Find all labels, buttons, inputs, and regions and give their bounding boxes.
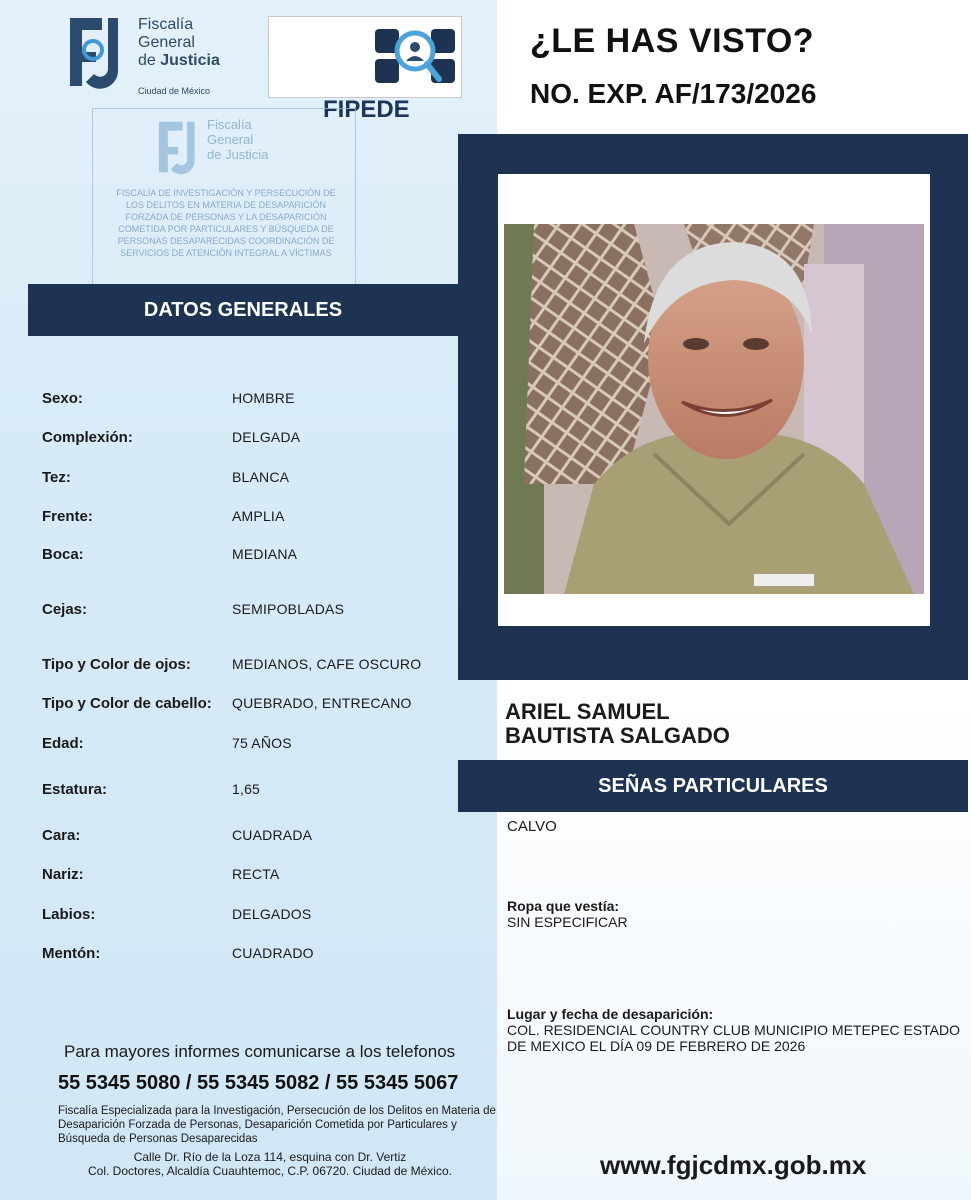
logo-line-2: General xyxy=(138,34,195,51)
file-number: NO. EXP. AF/173/2026 xyxy=(530,78,817,109)
value-boca: MEDIANA xyxy=(232,546,298,562)
phone-numbers: 55 5345 5080 / 55 5345 5082 / 55 5345 5067 xyxy=(58,1072,459,1094)
label-cara: Cara: xyxy=(42,827,81,844)
value-edad: 75 AÑOS xyxy=(232,735,292,751)
fgj-logo xyxy=(62,12,262,98)
fipede-logo-box xyxy=(268,16,462,98)
label-tez: Tez: xyxy=(42,469,71,486)
value-frente: AMPLIA xyxy=(232,508,285,524)
value-estatura: 1,65 xyxy=(232,781,261,797)
person-name-line-2: BAUTISTA SALGADO xyxy=(505,723,730,748)
value-tez: BLANCA xyxy=(232,469,290,485)
person-name-line-1: ARIEL SAMUEL xyxy=(505,699,670,724)
contact-title: Para mayores informes comunicarse a los telefonos xyxy=(64,1042,456,1061)
label-cabello: Tipo y Color de cabello: xyxy=(42,695,212,712)
distinguishing-marks-value: CALVO xyxy=(507,818,557,835)
label-nariz: Nariz: xyxy=(42,866,84,883)
agency-full-name: Fiscalía Especializada para la Investigación, Persecución de los Delitos en Materia de Desaparición Forzada de Personas, Desaparición Cometida por Particulares y Búsqueda de Personas Desaparecidas xyxy=(58,1105,496,1145)
label-complexion: Complexión: xyxy=(42,429,133,446)
label-cejas: Cejas: xyxy=(42,601,88,618)
logo-line-1: Fiscalía xyxy=(138,16,194,33)
value-complexion: DELGADA xyxy=(232,429,301,445)
clothing-label: Ropa que vestía: xyxy=(507,898,620,914)
stamp-emblem-icon xyxy=(153,117,199,177)
value-ojos: MEDIANOS, CAFE OSCURO xyxy=(232,656,422,672)
label-menton: Mentón: xyxy=(42,945,101,962)
stamp-line-1: Fiscalía xyxy=(207,117,252,132)
general-data-header: DATOS GENERALES xyxy=(28,284,458,336)
person-name xyxy=(505,700,730,748)
photo-mat xyxy=(498,174,930,626)
stamp-line-2: General xyxy=(207,132,254,147)
label-boca: Boca: xyxy=(42,546,84,563)
official-stamp xyxy=(92,108,356,290)
value-nariz: RECTA xyxy=(232,866,280,882)
headline: ¿LE HAS VISTO? xyxy=(530,22,815,60)
label-frente: Frente: xyxy=(42,508,93,525)
address-line-2: Col. Doctores, Alcaldía Cuauhtemoc, C.P. 06720. Ciudad de México. xyxy=(88,1164,452,1178)
clothing-value: SIN ESPECIFICAR xyxy=(507,914,628,930)
logo-line-3-bold: Justicia xyxy=(160,52,220,69)
disappearance-place-value: COL. RESIDENCIAL COUNTRY CLUB MUNICIPIO METEPEC ESTADO DE MEXICO EL DÍA 09 DE FEBRERO DE 2026 xyxy=(507,1022,961,1054)
value-cabello: QUEBRADO, ENTRECANO xyxy=(232,695,412,711)
value-sexo: HOMBRE xyxy=(232,390,295,406)
value-cara: CUADRADA xyxy=(232,827,313,843)
stamp-body: FISCALÍA DE INVESTIGACIÓN Y PERSECUCIÓN DE LOS DELITOS EN MATERIA DE DESAPARICIÓN FORZADA DE PERSONAS Y LA DESAPARICIÓN COMETIDA POR PARTICULARES Y BÚSQUEDA DE PERSONAS DESAPARECIDAS COORDINACIÓN DE SERVICIOS DE ATENCIÓN INTEGRAL A VÍCTIMAS xyxy=(116,188,336,258)
label-edad: Edad: xyxy=(42,735,84,752)
label-ojos: Tipo y Color de ojos: xyxy=(42,656,191,673)
label-labios: Labios: xyxy=(42,906,96,923)
address-line-1: Calle Dr. Río de la Loza 114, esquina con Dr. Vertiz xyxy=(133,1150,407,1164)
address xyxy=(40,1150,500,1178)
photo-frame xyxy=(458,134,968,680)
logo-subtitle: Ciudad de México xyxy=(138,86,211,96)
disappearance-place-label: Lugar y fecha de desaparición: xyxy=(507,1006,714,1022)
stamp-logo-text xyxy=(207,117,268,162)
missing-person-photo xyxy=(504,224,924,594)
distinguishing-marks-header: SEÑAS PARTICULARES xyxy=(458,760,968,812)
value-labios: DELGADOS xyxy=(232,906,312,922)
fgj-emblem-icon xyxy=(62,12,124,92)
logo-line-3-prefix: de xyxy=(138,52,156,69)
value-cejas: SEMIPOBLADAS xyxy=(232,601,345,617)
search-people-icon xyxy=(375,21,455,87)
fipede-label: FIPEDE xyxy=(323,96,410,123)
value-menton: CUADRADO xyxy=(232,945,314,961)
label-sexo: Sexo: xyxy=(42,390,83,407)
stamp-line-3: de Justicia xyxy=(207,147,269,162)
website-link[interactable]: www.fgjcdmx.gob.mx xyxy=(600,1150,867,1180)
label-estatura: Estatura: xyxy=(42,781,108,798)
